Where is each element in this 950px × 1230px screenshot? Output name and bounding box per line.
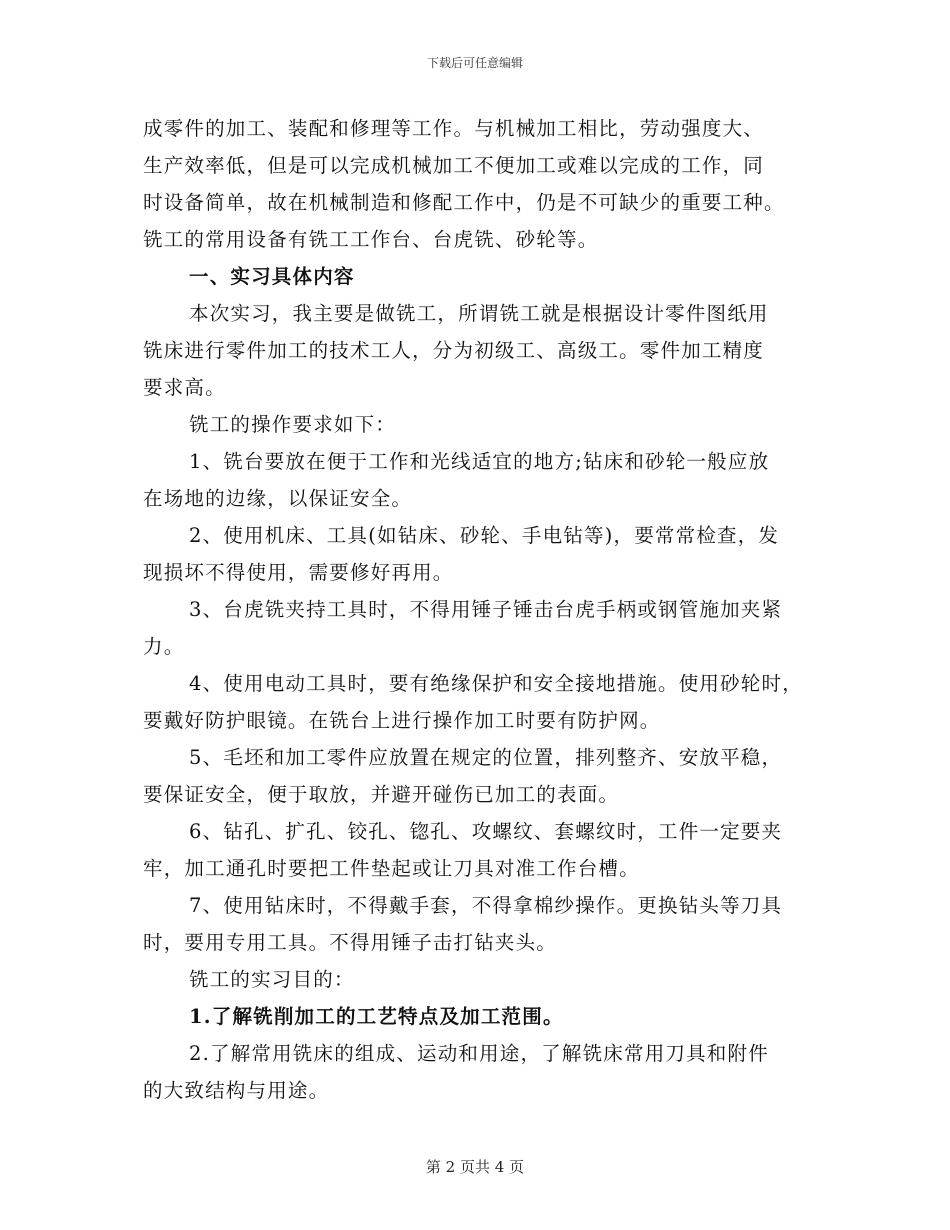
list-item-5: 5、毛坯和加工零件应放置在规定的位置，排列整齐、安放平稳， bbox=[189, 746, 783, 769]
list-item-1: 1、铣台要放在便于工作和光线适宜的地方;钻床和砂轮一般应放 bbox=[189, 450, 770, 473]
body-line: 铣床进行零件加工的技术工人，分为初级工、高级工。零件加工精度 bbox=[143, 339, 765, 362]
body-line: 要求高。 bbox=[143, 376, 226, 399]
body-line: 力。 bbox=[143, 635, 185, 658]
body-line: 生产效率低，但是可以完成机械加工不便加工或难以完成的工作，同 bbox=[143, 154, 765, 177]
body-line: 本次实习，我主要是做铣工，所谓铣工就是根据设计零件图纸用 bbox=[189, 302, 769, 325]
document-body bbox=[143, 110, 818, 1109]
body-line: 的大致结构与用途。 bbox=[143, 1079, 330, 1102]
body-line: 牢，加工通孔时要把工件垫起或让刀具对准工作台槽。 bbox=[143, 857, 640, 880]
body-line: 要戴好防护眼镜。在铣台上进行操作加工时要有防护网。 bbox=[143, 709, 661, 732]
body-line: 成零件的加工、装配和修理等工作。与机械加工相比，劳动强度大、 bbox=[143, 117, 765, 140]
list-item-2: 2、使用机床、工具(如钻床、砂轮、手电钻等)，要常常检查，发 bbox=[189, 524, 780, 547]
body-line: 铣工的实习目的： bbox=[189, 968, 355, 991]
page-number: 第 2 页共 4 页 bbox=[425, 1158, 525, 1176]
list-item-6: 6、钻孔、扩孔、铰孔、锪孔、攻螺纹、套螺纹时，工件一定要夹 bbox=[189, 820, 783, 843]
body-line: 铣工的操作要求如下： bbox=[189, 413, 397, 436]
purpose-item-1: 1.了解铣削加工的工艺特点及加工范围。 bbox=[189, 1005, 564, 1028]
list-item-7: 7、使用钻床时，不得戴手套，不得拿棉纱操作。更换钻头等刀具 bbox=[189, 894, 783, 917]
list-item-3: 3、台虎铣夹持工具时，不得用锤子锤击台虎手柄或钢管施加夹紧 bbox=[189, 598, 783, 621]
body-line: 要保证安全，便于取放，并避开碰伤已加工的表面。 bbox=[143, 783, 620, 806]
body-line: 在场地的边缘，以保证安全。 bbox=[143, 487, 413, 510]
list-item-4: 4、使用电动工具时，要有绝缘保护和安全接地措施。使用砂轮时， bbox=[189, 672, 803, 695]
body-line: 时设备简单，故在机械制造和修配工作中，仍是不可缺少的重要工种。 bbox=[143, 191, 785, 214]
page-header-note: 下载后可任意编辑 bbox=[426, 56, 523, 70]
body-line: 现损坏不得使用，需要修好再用。 bbox=[143, 561, 454, 584]
body-line: 铣工的常用设备有铣工工作台、台虎铣、砂轮等。 bbox=[143, 228, 599, 251]
body-line: 时，要用专用工具。不得用锤子击打钻夹头。 bbox=[143, 931, 558, 954]
purpose-item-2: 2.了解常用铣床的组成、运动和用途，了解铣床常用刀具和附件 bbox=[189, 1042, 769, 1065]
section-heading: 一、实习具体内容 bbox=[189, 265, 355, 288]
